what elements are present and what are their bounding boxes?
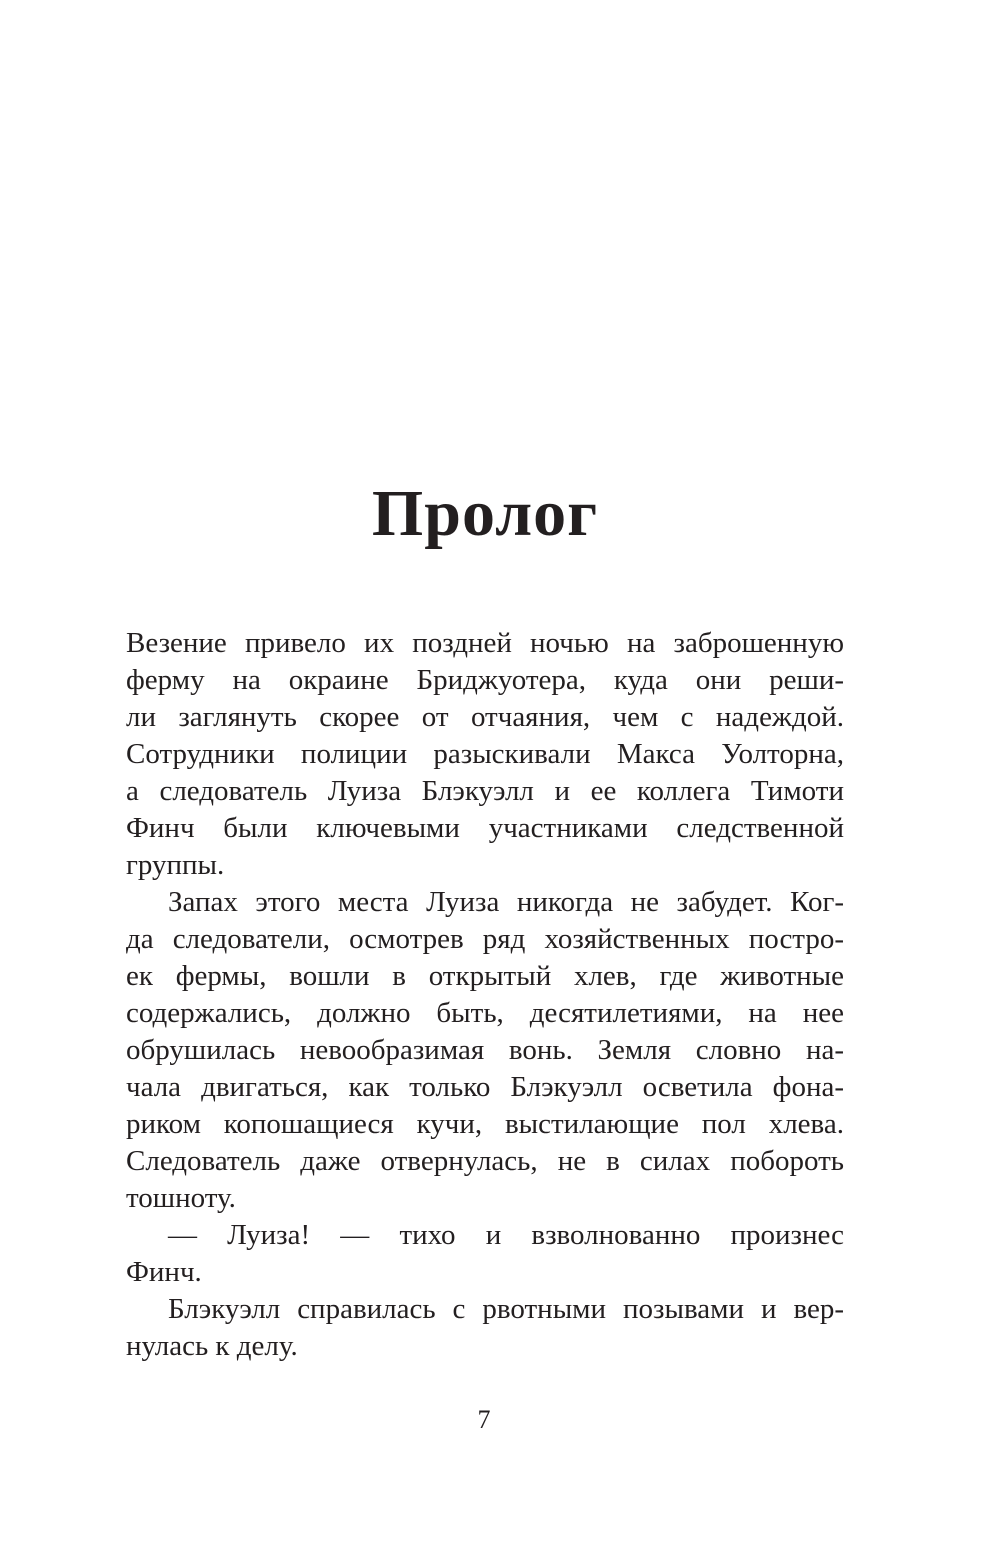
text-line: Запах этого места Луиза никогда не забудет. Ког-: [168, 886, 844, 918]
text-line: нулась к делу.: [126, 1330, 298, 1362]
text-line: риком копошащиеся кучи, выстилающие пол хлева.: [126, 1108, 844, 1140]
text-line: содержались, должно быть, десятилетиями, на нее: [126, 997, 844, 1029]
chapter-title: Пролог: [371, 477, 599, 551]
page-number: 7: [477, 1405, 491, 1434]
text-line: — Луиза! — тихо и взволнованно произнес: [168, 1219, 844, 1251]
text-line: тошноту.: [126, 1182, 236, 1214]
text-line: Блэкуэлл справилась с рвотными позывами и вер-: [168, 1293, 844, 1325]
text-line: ли заглянуть скорее от отчаяния, чем с надеждой.: [126, 701, 844, 733]
text-line: Сотрудники полиции разыскивали Макса Уолторна,: [126, 738, 844, 770]
text-line: да следователи, осмотрев ряд хозяйственных постро-: [126, 923, 844, 955]
text-line: Везение привело их поздней ночью на заброшенную: [126, 627, 844, 659]
text-line: Финч были ключевыми участниками следственной: [126, 812, 844, 844]
text-line: группы.: [126, 849, 225, 881]
text-line: обрушилась невообразимая вонь. Земля словно на-: [126, 1034, 844, 1066]
text-line: Следователь даже отвернулась, не в силах побороть: [126, 1145, 844, 1177]
text-line: ферму на окраине Бриджуотера, куда они реши-: [126, 664, 844, 696]
text-line: ек фермы, вошли в открытый хлев, где животные: [126, 960, 844, 992]
text-line: а следователь Луиза Блэкуэлл и ее коллега Тимоти: [126, 775, 844, 807]
text-line: чала двигаться, как только Блэкуэлл осветила фона-: [126, 1071, 844, 1103]
text-line: Финч.: [126, 1256, 202, 1288]
